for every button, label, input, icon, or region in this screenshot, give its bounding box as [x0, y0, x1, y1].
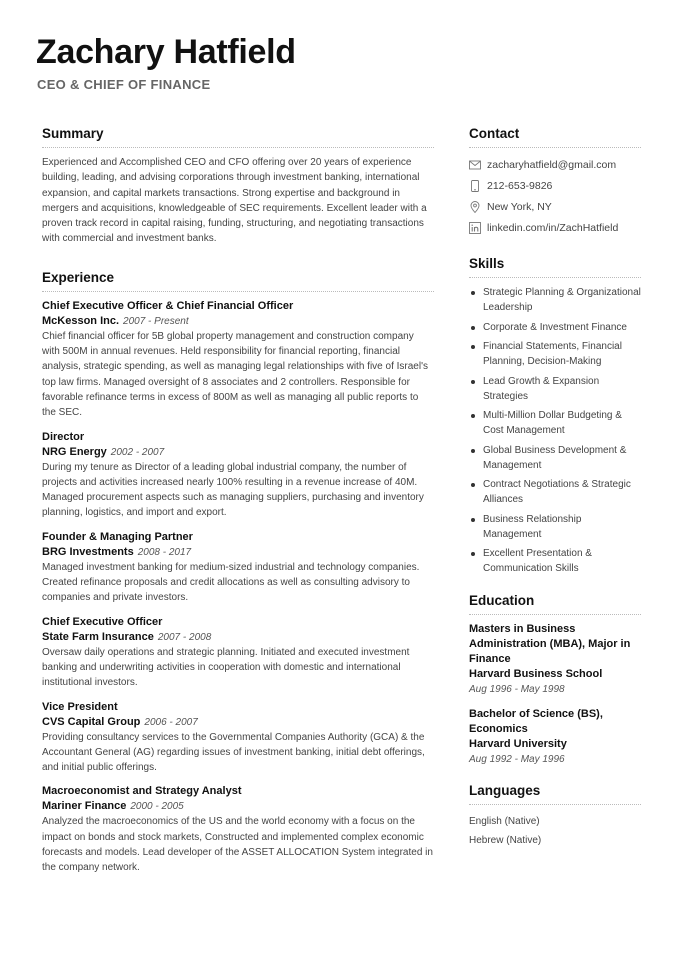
skills-section	[469, 256, 641, 576]
candidate-name: Zachary Hatfield	[36, 33, 296, 71]
contact-location	[469, 197, 641, 218]
job-entry	[42, 784, 434, 875]
job-description: Chief financial officer for 5B global property management and construction company with 500M in annual revenues. Held responsibility for financial reporting, financial analysis, strategic spending, as well as managing legal relationships with five of Israel's top law firms. Managed oversight of 8 associates and 2 controllers. Responsible for favorable refinance terms in excess of 800M as well as managing all public reports to the SEC.	[42, 330, 428, 419]
education-entry	[469, 622, 641, 697]
job-dates: 2006 - 2007	[144, 716, 198, 728]
job-title: Director	[42, 430, 85, 443]
job-description: Providing consultancy services to the Governmental Companies Authority (GCA) & the Accountant General (AG) regarding issues of investment banking, initial debt offerings, and initial public offerings.	[42, 731, 425, 774]
skill-item: Contract Negotiations & Strategic Alliances	[469, 477, 641, 507]
contact-linkedin-text: linkedin.com/in/ZachHatfield	[487, 221, 619, 234]
language-item: Hebrew (Native)	[469, 835, 542, 847]
languages-heading: Languages	[469, 783, 641, 805]
job-entry	[42, 700, 434, 776]
job-company: NRG Energy	[42, 445, 107, 458]
languages-section	[469, 783, 641, 850]
job-company: McKesson Inc.	[42, 314, 120, 327]
main-column	[42, 126, 434, 885]
education-dates: Aug 1992 - May 1996	[469, 754, 565, 766]
contact-phone[interactable]	[469, 176, 641, 197]
candidate-title: CEO & CHIEF OF FINANCE	[37, 77, 211, 92]
education-dates: Aug 1996 - May 1998	[469, 684, 565, 696]
language-item: English (Native)	[469, 816, 540, 828]
contact-heading: Contact	[469, 126, 641, 148]
experience-section	[42, 270, 434, 876]
contact-email[interactable]	[469, 155, 641, 176]
job-description: During my tenure as Director of a leading global industrial company, the number of projects and activities increased nearly 100% resulting in a revenue increase of 40M. Managed procurement aspects such as managing suppliers, purchasing and inventory planning, logistics, and import and export.	[42, 461, 424, 519]
skill-item: Strategic Planning & Organizational Leadership	[469, 285, 641, 315]
skill-item: Global Business Development & Management	[469, 443, 641, 473]
envelope-icon	[469, 159, 481, 171]
education-degree: Bachelor of Science (BS), Economics	[469, 708, 603, 736]
job-dates: 2002 - 2007	[110, 446, 165, 458]
job-title: Chief Executive Officer	[42, 615, 163, 628]
skill-item: Corporate & Investment Finance	[469, 320, 641, 335]
job-entry	[42, 615, 434, 691]
education-school: Harvard Business School	[469, 668, 603, 681]
skill-item: Excellent Presentation & Communication Skills	[469, 546, 641, 576]
skill-item: Financial Statements, Financial Planning, Decision-Making	[469, 339, 641, 369]
summary-text: Experienced and Accomplished CEO and CFO offering over 20 years of experience building, leading, and advising corporations through investment banking, international expansion, and capital markets transactions. Strong expertise and background in mergers and acquisitions, knowledgeable of SEC requirements. Excellent leader with a proven track record in capital raising, funding, structuring, and negotiating transactions with commercial and investment banks.	[42, 157, 427, 245]
contact-email-text: zacharyhatfield@gmail.com	[487, 159, 617, 172]
education-entry	[469, 707, 641, 767]
job-description: Managed investment banking for medium-sized industrial and technology companies. Created refinance proposals and credit allocations as well as consulting advisory to companies and private investors.	[42, 561, 420, 604]
education-degree: Masters in Business Administration (MBA), Major in Finance	[469, 623, 631, 666]
skill-item: Lead Growth & Expansion Strategies	[469, 374, 641, 404]
job-dates: 2008 - 2017	[137, 546, 192, 558]
phone-icon	[469, 180, 481, 192]
linkedin-icon	[469, 222, 481, 234]
contact-phone-text: 212-653-9826	[487, 180, 553, 193]
skill-item: Multi-Million Dollar Budgeting & Cost Management	[469, 408, 641, 438]
job-dates: 2000 - 2005	[130, 801, 184, 813]
contact-section	[469, 126, 641, 238]
job-title: Founder & Managing Partner	[42, 530, 193, 543]
skill-item: Business Relationship Management	[469, 512, 641, 542]
contact-linkedin[interactable]	[469, 217, 641, 238]
map-pin-icon	[469, 201, 481, 213]
job-company: State Farm Insurance	[42, 630, 154, 643]
job-dates: 2007 - 2008	[157, 631, 212, 643]
job-company: CVS Capital Group	[42, 715, 141, 728]
job-entry	[42, 299, 434, 421]
summary-heading: Summary	[42, 126, 434, 148]
job-description: Oversaw daily operations and strategic planning. Initiated and executed investment banking and underwriting activities in cooperation with domestic and international institutional investors.	[42, 646, 410, 689]
job-entry	[42, 430, 434, 521]
experience-heading: Experience	[42, 270, 434, 292]
job-title: Macroeconomist and Strategy Analyst	[42, 785, 242, 798]
sidebar-column	[469, 126, 641, 850]
skills-list	[469, 285, 641, 576]
job-title: Vice President	[42, 700, 118, 713]
education-heading: Education	[469, 593, 641, 615]
job-company: Mariner Finance	[42, 800, 127, 813]
job-title: Chief Executive Officer & Chief Financial Officer	[42, 299, 294, 312]
job-company: BRG Investments	[42, 545, 134, 558]
education-section	[469, 593, 641, 767]
skills-heading: Skills	[469, 256, 641, 278]
contact-location-text: New York, NY	[487, 200, 552, 213]
job-description: Analyzed the macroeconomics of the US and the world economy with a focus on the impact on bonds and stock markets, Constructed and implemented complex economic forecasts and models. Lead developer of the ASSET ALLOCATION System integrated in the company network.	[42, 816, 433, 874]
summary-section	[42, 126, 434, 247]
job-dates: 2007 - Present	[123, 315, 189, 327]
job-entry	[42, 530, 434, 606]
education-school: Harvard University	[469, 738, 567, 751]
